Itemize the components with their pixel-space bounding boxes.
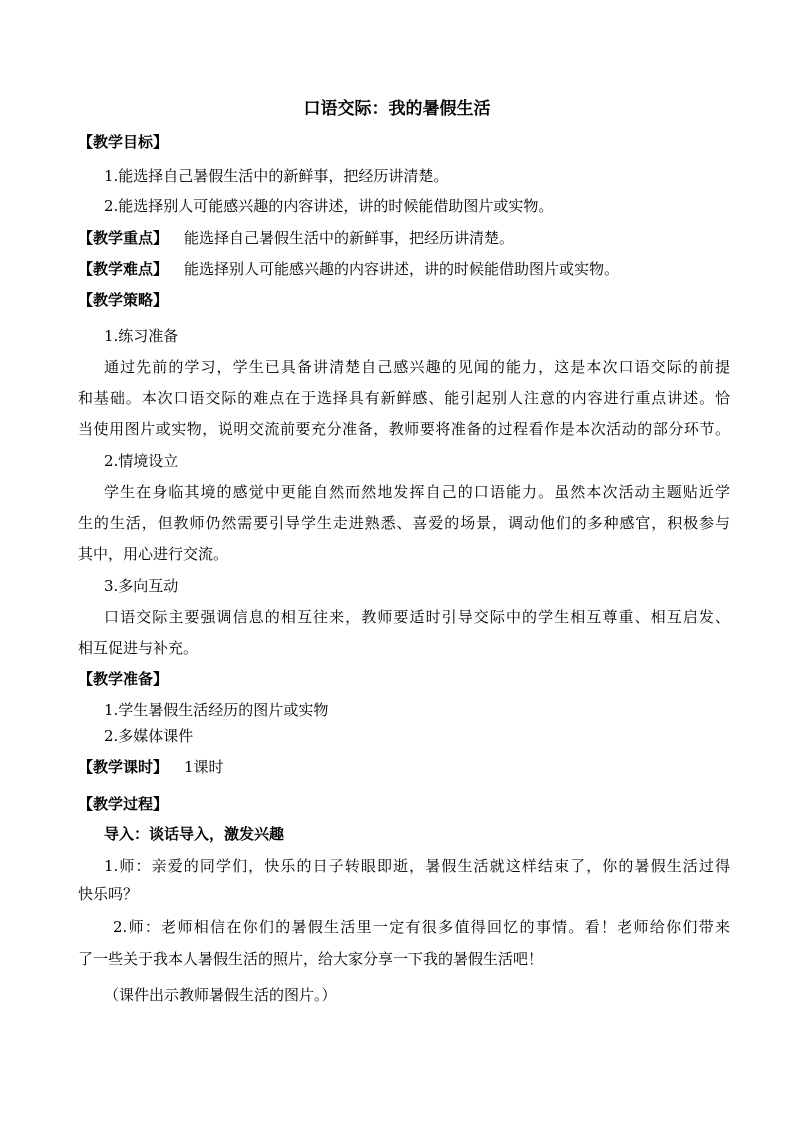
step-2-line-1: 2.师：老师相信在你们的暑假生活里一定有很多值得回忆的事情。看！老师给你们带来 (113, 918, 730, 936)
page-title: 口语交际：我的暑假生活 (303, 99, 491, 119)
class-hours-heading: 【教学课时】 (78, 758, 169, 776)
strategy-1-paragraph-line-1: 通过先前的学习，学生已具备讲清楚自己感兴趣的见闻的能力，这是本次口语交际的前提 (104, 358, 730, 376)
step-1-line-2: 快乐吗？ (78, 885, 139, 903)
process-heading: 【教学过程】 (78, 795, 169, 813)
strategy-1-title: 1.练习准备 (104, 327, 179, 345)
strategy-3-paragraph-line-2: 相互促进与补充。 (78, 639, 199, 657)
strategy-2-paragraph-line-3: 其中，用心进行交流。 (78, 545, 229, 563)
preparation-heading: 【教学准备】 (78, 670, 169, 688)
difficulty-heading: 【教学难点】 (78, 260, 169, 278)
key-point-heading: 【教学重点】 (78, 229, 169, 247)
strategy-2-paragraph-line-1: 学生在身临其境的感觉中更能自然而然地发挥自己的口语能力。虽然本次活动主题贴近学 (104, 483, 730, 501)
strategy-1-paragraph-line-3: 当使用图片或实物，说明交流前要充分准备，教师要将准备的过程看作是本次活动的部分环节。 (78, 420, 730, 438)
key-point-text: 能选择自己暑假生活中的新鲜事，把经历讲清楚。 (184, 229, 515, 247)
class-hours-text: 1课时 (184, 758, 224, 776)
strategy-2-title: 2.情境设立 (104, 452, 179, 470)
strategy-heading: 【教学策略】 (78, 291, 169, 309)
intro-heading: 导入：谈话导入，激发兴趣 (104, 825, 285, 843)
preparation-item-1: 1.学生暑假生活经历的图片或实物 (104, 701, 329, 719)
goal-item-2: 2.能选择别人可能感兴趣的内容讲述，讲的时候能借助图片或实物。 (104, 197, 554, 215)
strategy-3-paragraph-line-1: 口语交际主要强调信息的相互往来，教师要适时引导交际中的学生相互尊重、相互启发、 (104, 608, 730, 626)
strategy-3-title: 3.多向互动 (104, 577, 179, 595)
preparation-item-2: 2.多媒体课件 (104, 727, 194, 745)
step-2-line-2: 了一些关于我本人暑假生活的照片，给大家分享一下我的暑假生活吧！ (78, 950, 544, 968)
difficulty-text: 能选择别人可能感兴趣的内容讲述，讲的时候能借助图片或实物。 (184, 260, 620, 278)
strategy-1-paragraph-line-2: 和基础。本次口语交际的难点在于选择具有新鲜感、能引起别人注意的内容进行重点讲述。恰 (78, 389, 730, 407)
goals-heading: 【教学目标】 (78, 133, 169, 151)
step-2-note: （课件出示教师暑假生活的图片。） (104, 986, 337, 1004)
strategy-2-paragraph-line-2: 生的生活，但教师仍然需要引导学生走进熟悉、喜爱的场景，调动他们的多种感官，积极参与 (78, 514, 730, 532)
goal-item-1: 1.能选择自己暑假生活中的新鲜事，把经历讲清楚。 (104, 167, 449, 185)
step-1-line-1: 1.师：亲爱的同学们，快乐的日子转眼即逝，暑假生活就这样结束了，你的暑假生活过得 (104, 857, 730, 875)
